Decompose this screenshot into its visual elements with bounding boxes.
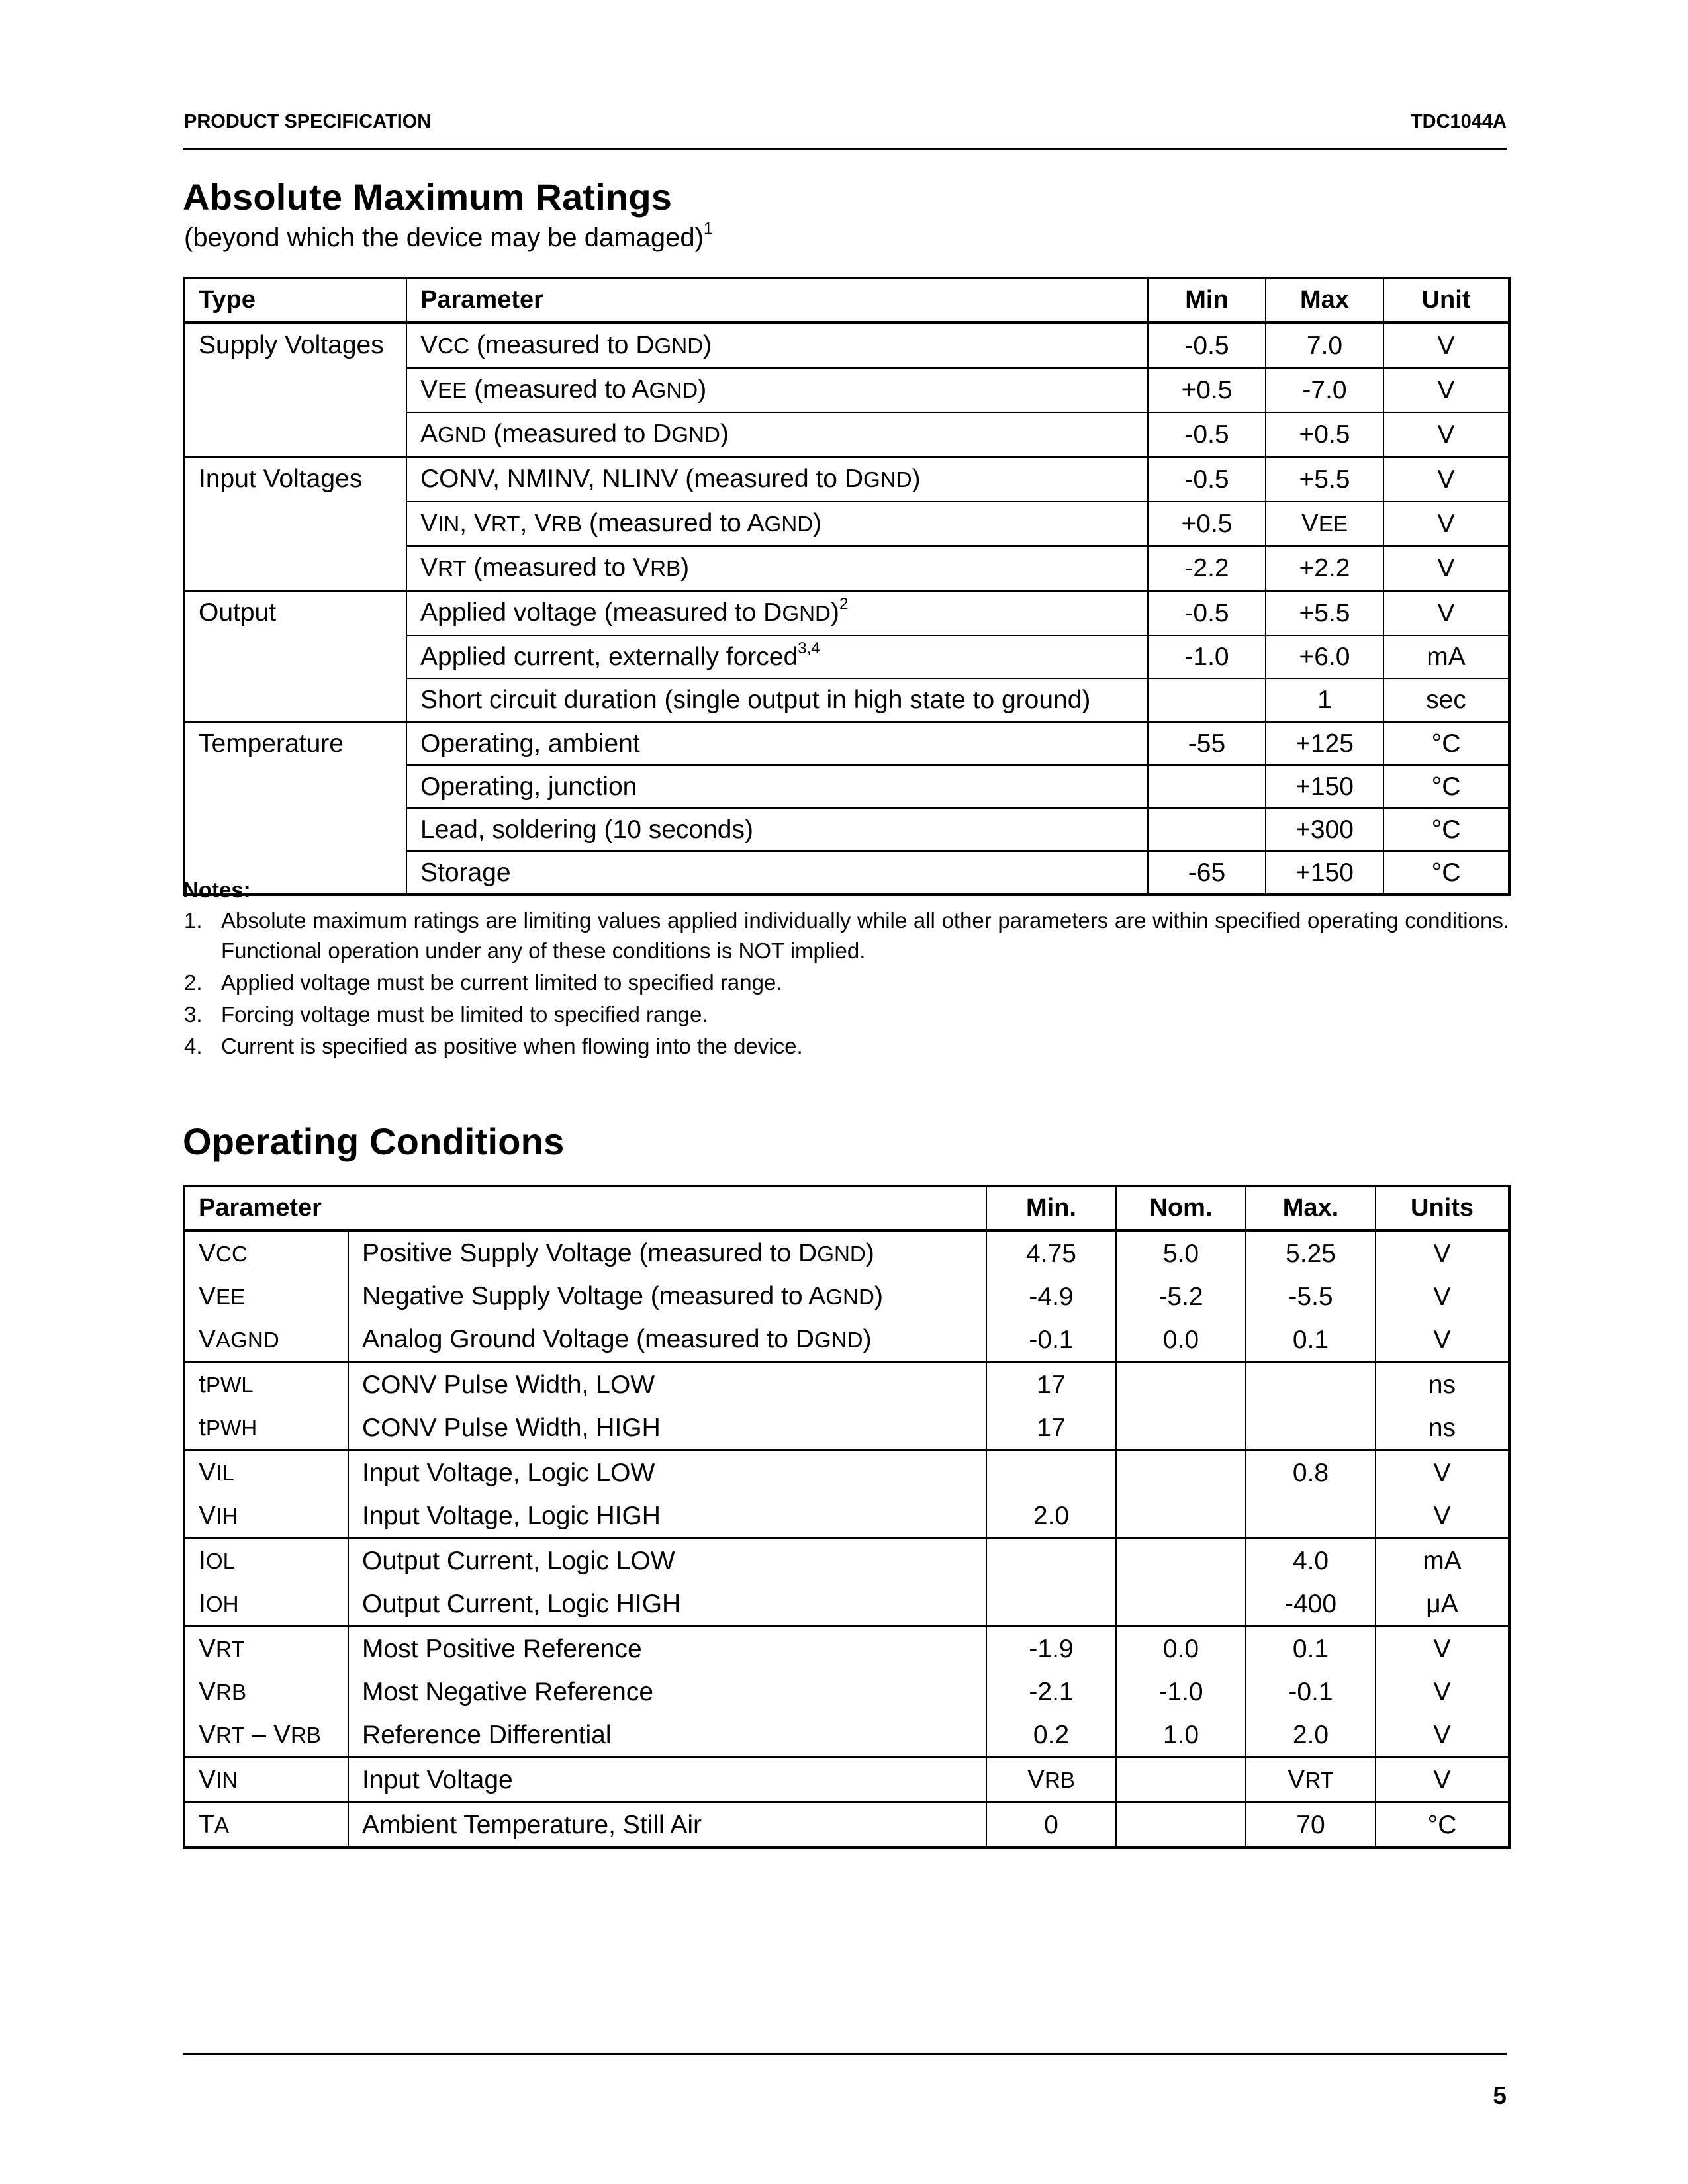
table-row (184, 1670, 1509, 1713)
unit-cell: V (1383, 457, 1509, 502)
parameter-cell: Storage (406, 851, 1148, 895)
table-row (184, 1758, 1509, 1803)
parameter-cell: Operating, ambient (406, 722, 1148, 766)
nom-cell: -5.2 (1116, 1275, 1246, 1318)
description-cell: Positive Supply Voltage (measured to DGND) (348, 1231, 986, 1276)
min-cell: 4.75 (986, 1231, 1116, 1276)
unit-cell: °C (1383, 765, 1509, 808)
notes-title: Notes: (183, 878, 251, 902)
symbol-cell: VRT – VRB (184, 1713, 348, 1758)
unit-cell: °C (1383, 851, 1509, 895)
parameter-cell: VIN, VRT, VRB (measured to AGND) (406, 502, 1148, 546)
min-cell (1148, 808, 1266, 851)
parameter-cell: AGND (measured to DGND) (406, 412, 1148, 457)
min-cell: 17 (986, 1363, 1116, 1407)
min-cell: -65 (1148, 851, 1266, 895)
parameter-cell: Short circuit duration (single output in high state to ground) (406, 678, 1148, 722)
min-cell: 0.2 (986, 1713, 1116, 1758)
operating-conditions-table (183, 1185, 1511, 1849)
symbol-cell: VIL (184, 1451, 348, 1495)
parameter-cell: Operating, junction (406, 765, 1148, 808)
max-cell: +6.0 (1266, 635, 1383, 678)
unit-cell: °C (1376, 1803, 1509, 1848)
max-cell: VEE (1266, 502, 1383, 546)
parameter-cell: CONV, NMINV, NLINV (measured to DGND) (406, 457, 1148, 502)
min-cell: -2.2 (1148, 546, 1266, 591)
min-cell: -1.0 (1148, 635, 1266, 678)
table-row (184, 1494, 1509, 1539)
unit-cell: V (1383, 323, 1509, 369)
section-title-absolute-maximum-ratings: Absolute Maximum Ratings (183, 176, 673, 218)
page-number: 5 (1493, 2082, 1507, 2109)
max-cell (1246, 1406, 1376, 1451)
nom-cell (1116, 1758, 1246, 1803)
max-cell: VRT (1246, 1758, 1376, 1803)
type-cell: Output (184, 591, 406, 722)
nom-cell (1116, 1406, 1246, 1451)
max-cell (1246, 1494, 1376, 1539)
min-cell: -0.5 (1148, 457, 1266, 502)
max-cell: +125 (1266, 722, 1383, 766)
min-cell: -1.9 (986, 1627, 1116, 1671)
max-cell: +0.5 (1266, 412, 1383, 457)
type-cell: Supply Voltages (184, 323, 406, 457)
header-right: TDC1044A (1410, 111, 1507, 132)
description-cell: CONV Pulse Width, LOW (348, 1363, 986, 1407)
max-cell: 7.0 (1266, 323, 1383, 369)
symbol-cell: tPWH (184, 1406, 348, 1451)
nom-cell (1116, 1582, 1246, 1627)
symbol-cell: VRB (184, 1670, 348, 1713)
min-cell: +0.5 (1148, 502, 1266, 546)
max-cell: 70 (1246, 1803, 1376, 1848)
description-cell: Input Voltage, Logic LOW (348, 1451, 986, 1495)
unit-cell: V (1383, 368, 1509, 412)
parameter-cell: Lead, soldering (10 seconds) (406, 808, 1148, 851)
max-cell (1246, 1363, 1376, 1407)
col-nom: Nom. (1116, 1186, 1246, 1231)
table-row (184, 591, 1509, 636)
nom-cell (1116, 1363, 1246, 1407)
min-cell (1148, 678, 1266, 722)
description-cell: Most Positive Reference (348, 1627, 986, 1671)
table-row (184, 323, 1509, 369)
min-cell: -0.5 (1148, 591, 1266, 636)
col-unit: Unit (1383, 278, 1509, 323)
min-cell: -4.9 (986, 1275, 1116, 1318)
description-cell: Most Negative Reference (348, 1670, 986, 1713)
table-row (184, 1406, 1509, 1451)
unit-cell: V (1376, 1318, 1509, 1363)
unit-cell: V (1376, 1670, 1509, 1713)
table-row (184, 1231, 1509, 1276)
col-units: Units (1376, 1186, 1509, 1231)
min-cell: +0.5 (1148, 368, 1266, 412)
max-cell: +5.5 (1266, 457, 1383, 502)
table-header-row (184, 1186, 1509, 1231)
table-row (184, 1803, 1509, 1848)
description-cell: Input Voltage, Logic HIGH (348, 1494, 986, 1539)
unit-cell: mA (1376, 1539, 1509, 1583)
max-cell: 0.8 (1246, 1451, 1376, 1495)
min-cell (986, 1451, 1116, 1495)
note-item: 4. Current is specified as positive when flowing into the device. (184, 1034, 803, 1058)
col-max: Max. (1246, 1186, 1376, 1231)
parameter-cell: Applied current, externally forced$^{3,4}$ (406, 635, 1148, 678)
type-cell: Input Voltages (184, 457, 406, 591)
table-header-row (184, 278, 1509, 323)
nom-cell (1116, 1451, 1246, 1495)
col-parameter: Parameter (184, 1186, 986, 1231)
header-left: PRODUCT SPECIFICATION (184, 111, 432, 132)
unit-cell: V (1376, 1494, 1509, 1539)
description-cell: Ambient Temperature, Still Air (348, 1803, 986, 1848)
min-cell: -55 (1148, 722, 1266, 766)
max-cell: +2.2 (1266, 546, 1383, 591)
max-cell: -7.0 (1266, 368, 1383, 412)
unit-cell: μA (1376, 1582, 1509, 1627)
min-cell: 0 (986, 1803, 1116, 1848)
nom-cell: 5.0 (1116, 1231, 1246, 1276)
min-cell: VRB (986, 1758, 1116, 1803)
max-cell: -400 (1246, 1582, 1376, 1627)
min-cell (986, 1539, 1116, 1583)
col-min: Min. (986, 1186, 1116, 1231)
max-cell: 0.1 (1246, 1318, 1376, 1363)
unit-cell: V (1383, 412, 1509, 457)
unit-cell: ns (1376, 1406, 1509, 1451)
unit-cell: V (1376, 1627, 1509, 1671)
nom-cell: 0.0 (1116, 1627, 1246, 1671)
max-cell: -0.1 (1246, 1670, 1376, 1713)
nom-cell (1116, 1494, 1246, 1539)
max-cell: +150 (1266, 851, 1383, 895)
symbol-cell: VIH (184, 1494, 348, 1539)
symbol-cell: tPWL (184, 1363, 348, 1407)
min-cell: -0.1 (986, 1318, 1116, 1363)
parameter-cell: VCC (measured to DGND) (406, 323, 1148, 369)
max-cell: 2.0 (1246, 1713, 1376, 1758)
description-cell: CONV Pulse Width, HIGH (348, 1406, 986, 1451)
symbol-cell: VEE (184, 1275, 348, 1318)
unit-cell: mA (1383, 635, 1509, 678)
absolute-maximum-ratings-table (183, 277, 1511, 896)
note-item: 1. Absolute maximum ratings are limiting values applied individually while all other parameters are within specified operating conditions. Functional operation under any of these conditions is NOT implied. (184, 908, 1509, 963)
col-max: Max (1266, 278, 1383, 323)
section-subtitle: (beyond which the device may be damaged)$^1$ (184, 220, 713, 252)
max-cell: +300 (1266, 808, 1383, 851)
symbol-cell: IOH (184, 1582, 348, 1627)
table-row (184, 1539, 1509, 1583)
unit-cell: °C (1383, 722, 1509, 766)
max-cell: -5.5 (1246, 1275, 1376, 1318)
min-cell: -0.5 (1148, 412, 1266, 457)
table-row (184, 722, 1509, 766)
max-cell: 5.25 (1246, 1231, 1376, 1276)
description-cell: Output Current, Logic HIGH (348, 1582, 986, 1627)
unit-cell: V (1376, 1758, 1509, 1803)
header-rule (183, 148, 1507, 150)
min-cell: 2.0 (986, 1494, 1116, 1539)
min-cell (986, 1582, 1116, 1627)
col-parameter: Parameter (406, 278, 1148, 323)
unit-cell: V (1376, 1451, 1509, 1495)
description-cell: Output Current, Logic LOW (348, 1539, 986, 1583)
max-cell: 0.1 (1246, 1627, 1376, 1671)
nom-cell: 0.0 (1116, 1318, 1246, 1363)
symbol-cell: VAGND (184, 1318, 348, 1363)
description-cell: Analog Ground Voltage (measured to DGND) (348, 1318, 986, 1363)
description-cell: Negative Supply Voltage (measured to AGND) (348, 1275, 986, 1318)
table-row (184, 1275, 1509, 1318)
max-cell: +5.5 (1266, 591, 1383, 636)
notes (183, 875, 1509, 1063)
section-title-operating-conditions: Operating Conditions (183, 1120, 565, 1162)
table-row (184, 1451, 1509, 1495)
col-min: Min (1148, 278, 1266, 323)
nom-cell: 1.0 (1116, 1713, 1246, 1758)
unit-cell: V (1383, 591, 1509, 636)
description-cell: Input Voltage (348, 1758, 986, 1803)
unit-cell: V (1376, 1275, 1509, 1318)
symbol-cell: VRT (184, 1627, 348, 1671)
unit-cell: V (1383, 546, 1509, 591)
max-cell: 4.0 (1246, 1539, 1376, 1583)
min-cell: -2.1 (986, 1670, 1116, 1713)
unit-cell: sec (1383, 678, 1509, 722)
min-cell: 17 (986, 1406, 1116, 1451)
min-cell (1148, 765, 1266, 808)
symbol-cell: VCC (184, 1231, 348, 1276)
description-cell: Reference Differential (348, 1713, 986, 1758)
nom-cell (1116, 1539, 1246, 1583)
parameter-cell: VEE (measured to AGND) (406, 368, 1148, 412)
parameter-cell: Applied voltage (measured to DGND)$^2$ (406, 591, 1148, 636)
footer-rule (183, 2053, 1507, 2055)
symbol-cell: IOL (184, 1539, 348, 1583)
note-item: 3. Forcing voltage must be limited to specified range. (184, 1002, 708, 1026)
symbol-cell: VIN (184, 1758, 348, 1803)
note-item: 2. Applied voltage must be current limited to specified range. (184, 970, 782, 995)
unit-cell: V (1376, 1231, 1509, 1276)
nom-cell (1116, 1803, 1246, 1848)
max-cell: +150 (1266, 765, 1383, 808)
parameter-cell: VRT (measured to VRB) (406, 546, 1148, 591)
table-row (184, 1318, 1509, 1363)
symbol-cell: TA (184, 1803, 348, 1848)
min-cell: -0.5 (1148, 323, 1266, 369)
unit-cell: °C (1383, 808, 1509, 851)
unit-cell: V (1383, 502, 1509, 546)
unit-cell: ns (1376, 1363, 1509, 1407)
max-cell: 1 (1266, 678, 1383, 722)
table-row (184, 1582, 1509, 1627)
nom-cell: -1.0 (1116, 1670, 1246, 1713)
type-cell: Temperature (184, 722, 406, 895)
table-row (184, 1713, 1509, 1758)
col-type: Type (184, 278, 406, 323)
table-row (184, 1627, 1509, 1671)
table-row (184, 457, 1509, 502)
table-row (184, 1363, 1509, 1407)
unit-cell: V (1376, 1713, 1509, 1758)
